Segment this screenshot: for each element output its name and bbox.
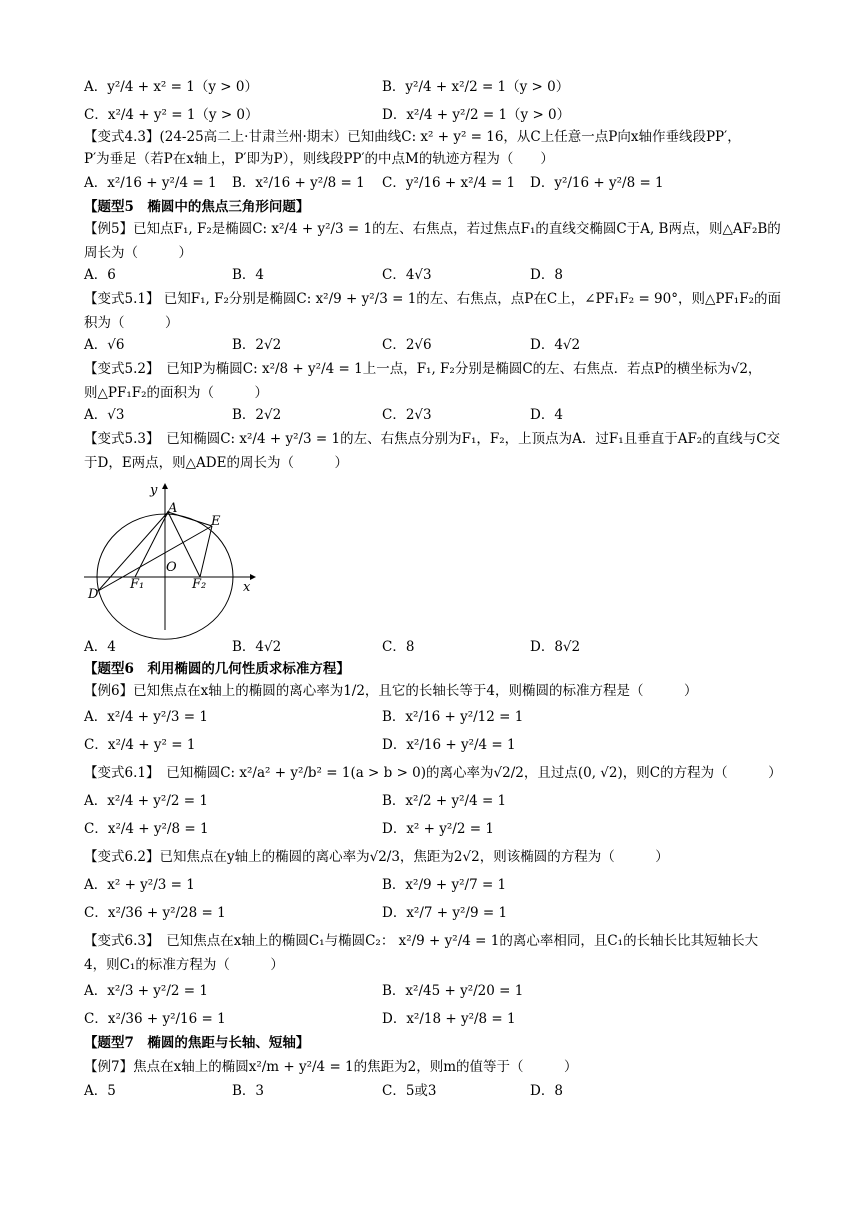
answer-option: B．x²/45 + y²/20 = 1 — [382, 983, 524, 999]
answer-option: A．x² + y²/3 = 1 — [84, 877, 195, 893]
answer-option: A．y²/4 + x² = 1（y > 0） — [84, 79, 258, 95]
label-A: A — [168, 501, 178, 516]
answer-option: C．x²/4 + y² = 1（y > 0） — [84, 107, 259, 123]
answer-option: B．2√2 — [232, 407, 282, 423]
answer-option: B．3 — [232, 1083, 265, 1099]
answer-option: B．4√2 — [232, 639, 282, 655]
question-text: 【变式5.1】 已知F₁, F₂分别是椭圆C: x²/9 + y²/3 = 1的左、右焦点，点P在C上，∠PF₁F₂ = 90°，则△PF₁F₂的面 — [84, 291, 781, 307]
answer-option: A．x²/4 + y²/2 = 1 — [84, 793, 208, 809]
label-E: E — [211, 514, 221, 529]
question-text: 则△PF₁F₂的面积为（ ） — [84, 385, 269, 401]
answer-option: A．6 — [84, 267, 116, 283]
question-text: 【变式5.2】 已知P为椭圆C: x²/8 + y²/4 = 1上一点，F₁, F₂分别是椭圆C的左、右焦点．若点P的横坐标为√2， — [84, 361, 762, 377]
x-axis-arrow — [250, 574, 256, 580]
answer-option: C．2√3 — [382, 407, 432, 423]
answer-option: B．x²/16 + y²/8 = 1 — [232, 175, 365, 191]
answer-option: D．8 — [530, 267, 563, 283]
section-heading: 【题型5 椭圆中的焦点三角形问题】 — [84, 199, 310, 215]
answer-option: B．x²/2 + y²/4 = 1 — [382, 793, 507, 809]
answer-option: A．√6 — [84, 337, 125, 353]
answer-option: A．x²/4 + y²/3 = 1 — [84, 709, 208, 725]
question-text: 【例7】焦点在x轴上的椭圆x²/m + y²/4 = 1的焦距为2，则m的值等于（ ） — [84, 1059, 578, 1075]
answer-option: D．x²/4 + y²/2 = 1（y > 0） — [382, 107, 571, 123]
answer-option: A．5 — [84, 1083, 116, 1099]
answer-option: A．x²/16 + y²/4 = 1 — [84, 175, 217, 191]
label-x: x — [243, 580, 251, 595]
question-text: 【变式6.2】已知焦点在y轴上的椭圆的离心率为√2/3，焦距为2√2，则该椭圆的方程为（ ） — [84, 849, 669, 865]
question-text: 【变式4.3】(24-25高二上·甘肃兰州·期末）已知曲线C: x² + y² = 16，从C上任意一点P向x轴作垂线段PP′， — [84, 129, 741, 145]
segment-EF2 — [200, 526, 212, 577]
answer-option: D．8√2 — [530, 639, 581, 655]
answer-option: B．4 — [232, 267, 265, 283]
answer-option: A．x²/3 + y²/2 = 1 — [84, 983, 208, 999]
answer-option: D．x²/16 + y²/4 = 1 — [382, 737, 516, 753]
label-D: D — [88, 587, 99, 602]
question-text: 周长为（ ） — [84, 245, 192, 261]
section-heading: 【题型6 利用椭圆的几何性质求标准方程】 — [84, 661, 350, 677]
ellipse-figure — [80, 480, 260, 640]
answer-option: C．x²/36 + y²/16 = 1 — [84, 1011, 226, 1027]
section-heading: 【题型7 椭圆的焦距与长轴、短轴】 — [84, 1035, 310, 1051]
answer-option: C．8 — [382, 639, 415, 655]
answer-option: A．4 — [84, 639, 116, 655]
answer-option: B．2√2 — [232, 337, 282, 353]
question-text: P′为垂足（若P在x轴上，P′即为P），则线段PP′的中点M的轨迹方程为（ ） — [84, 151, 554, 167]
answer-option: B．x²/16 + y²/12 = 1 — [382, 709, 524, 725]
answer-option: D．x²/18 + y²/8 = 1 — [382, 1011, 516, 1027]
answer-option: C．5或3 — [382, 1083, 437, 1099]
question-text: 于D，E两点，则△ADE的周长为（ ） — [84, 455, 348, 471]
answer-option: B．x²/9 + y²/7 = 1 — [382, 877, 507, 893]
label-F1: F₁ — [130, 577, 145, 592]
question-text: 4，则C₁的标准方程为（ ） — [84, 957, 284, 973]
answer-option: C．x²/4 + y²/8 = 1 — [84, 821, 209, 837]
answer-option: D．4 — [530, 407, 563, 423]
answer-option: A．√3 — [84, 407, 125, 423]
label-F2: F₂ — [192, 577, 207, 592]
answer-option: D．x² + y²/2 = 1 — [382, 821, 494, 837]
answer-option: D．x²/7 + y²/9 = 1 — [382, 905, 508, 921]
question-text: 【例5】已知点F₁, F₂是椭圆C: x²/4 + y²/3 = 1的左、右焦点，若过焦点F₁的直线交椭圆C于A, B两点，则△AF₂B的 — [84, 221, 781, 237]
answer-option: D．y²/16 + y²/8 = 1 — [530, 175, 664, 191]
y-axis-arrow — [162, 483, 168, 489]
question-text: 积为（ ） — [84, 315, 179, 331]
label-O: O — [166, 560, 177, 575]
answer-option: D．8 — [530, 1083, 563, 1099]
label-y: y — [150, 483, 158, 498]
answer-option: C．y²/16 + x²/4 = 1 — [382, 175, 516, 191]
answer-option: C．2√6 — [382, 337, 432, 353]
question-text: 【例6】已知焦点在x轴上的椭圆的离心率为1/2，且它的长轴长等于4，则椭圆的标准方程是（ ） — [84, 683, 698, 699]
question-text: 【变式5.3】 已知椭圆C: x²/4 + y²/3 = 1的左、右焦点分别为F₁，F₂，上顶点为A．过F₁且垂直于AF₂的直线与C交 — [84, 431, 781, 447]
answer-option: C．x²/4 + y² = 1 — [84, 737, 196, 753]
answer-option: C．x²/36 + y²/28 = 1 — [84, 905, 226, 921]
question-text: 【变式6.1】 已知椭圆C: x²/a² + y²/b² = 1(a > b > 0)的离心率为√2/2，且过点(0, √2)，则C的方程为（ ） — [84, 765, 782, 781]
question-text: 【变式6.3】 已知焦点在x轴上的椭圆C₁与椭圆C₂： x²/9 + y²/4 = 1的离心率相同，且C₁的长轴长比其短轴长大 — [84, 933, 759, 949]
answer-option: D．4√2 — [530, 337, 581, 353]
answer-option: C．4√3 — [382, 267, 432, 283]
answer-option: B．y²/4 + x²/2 = 1（y > 0） — [382, 79, 570, 95]
